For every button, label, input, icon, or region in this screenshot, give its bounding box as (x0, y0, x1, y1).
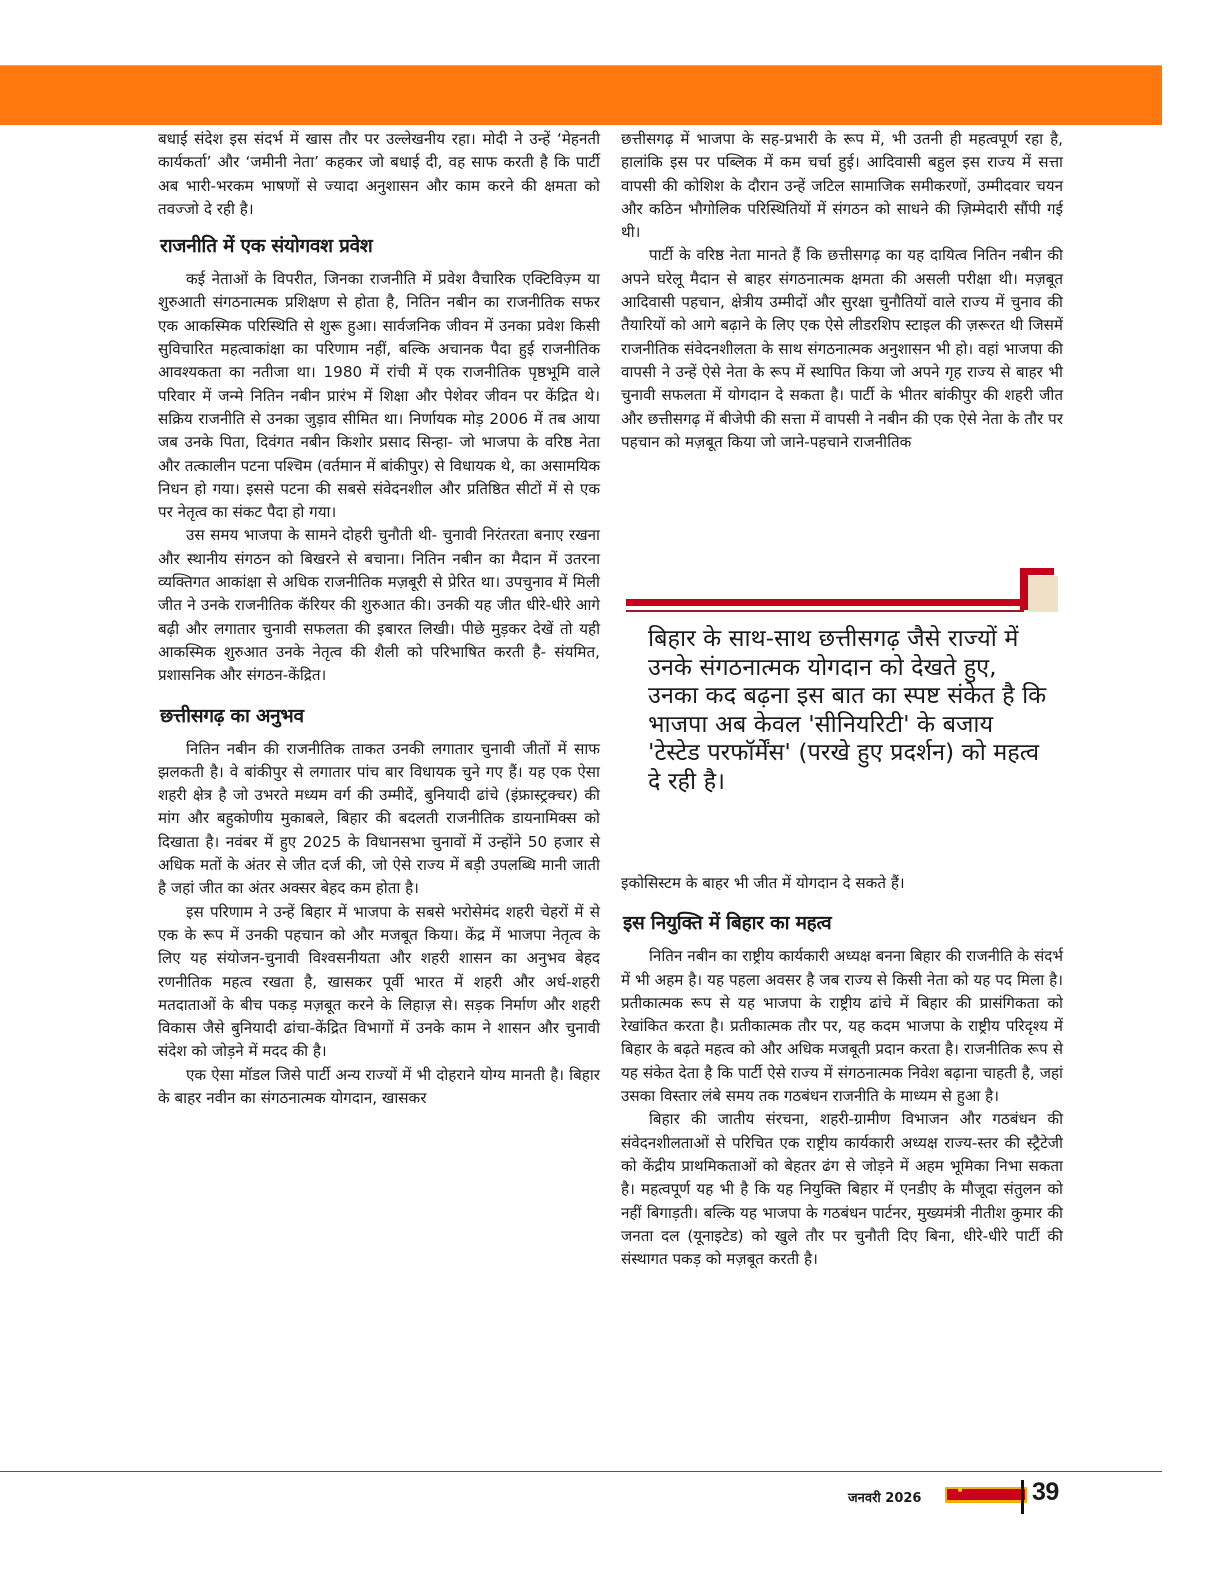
section-heading: छत्तीसगढ़ का अनुभव (160, 704, 304, 727)
paragraph: नितिन नबीन की राजनीतिक ताकत उनकी लगातार चुनावी जीतों में साफ झलकती है। वे बांकीपुर से लगातार पांच बार विधायक चुने गए हैं। यह एक ऐसा शहरी क्षेत्र है जो उभरते मध्यम वर्ग की उम्मीदें, बुनियादी ढांचे (इंफ्रास्ट्रक्चर) की मांग और बहुकोणीय मुकाबले, बिहार की बदलती राजनीतिक डायनामिक्स को दिखाता है। नवंबर में हुए 2025 के विधानसभा चुनावों में उन्होंने 50 हजार से अधिक मतों के अंतर से जीत दर्ज की, जो ऐसे राज्य में बड़ी उपलब्धि मानी जाती है जहां जीत का अंतर अक्सर बेहद कम होता है। (158, 739, 600, 898)
paragraph: इस परिणाम ने उन्हें बिहार में भाजपा के सबसे भरोसेमंद शहरी चेहरों में से एक के रूप में उनकी पहचान को और मजबूत किया। केंद्र में भाजपा नेतृत्व के लिए यह संयोजन-चुनावी विश्वसनीयता और शहरी शासन का अनुभव बेहद रणनीतिक महत्व रखता है, खासकर पूर्वी भारत में शहरी और अर्ध-शहरी मतदाताओं के बीच पकड़ मज़बूत करने के लिहाज़ से। सड़क निर्माण और शहरी विकास जैसे बुनियादी ढांचा-केंद्रित विभागों में उनके काम ने शासन और चुनावी संदेश को जोड़ने में मदद की है। (158, 902, 600, 1061)
page-number: 39 (1032, 1478, 1059, 1506)
paragraph: कई नेताओं के विपरीत, जिनका राजनीति में प्रवेश वैचारिक एक्टिविज़्म या शुरुआती संगठनात्मक प्रशिक्षण से होता है, नितिन नबीन का राजनीतिक सफर एक आकस्मिक परिस्थिति से शुरू हुआ। सार्वजनिक जीवन में उनका प्रवेश किसी सुविचारित महत्वाकांक्षा का परिणाम नहीं, बल्कि अचानक पैदा हुई राजनीतिक आवश्यकता का नतीजा था। 1980 में रांची में एक राजनीतिक पृष्ठभूमि वाले परिवार में जन्मे नितिन नबीन प्रारंभ में शिक्षा और पेशेवर जीवन पर केंद्रित थे। सक्रिय राजनीति से उनका जुड़ाव सीमित था। निर्णायक मोड़ 2006 में तब आया जब उनके पिता, दिवंगत नबीन किशोर प्रसाद सिन्हा- जो भाजपा के वरिष्ठ नेता और तत्कालीन पटना पश्चिम (वर्तमान में बांकीपुर) से विधायक थे, का असामयिक निधन हो गया। इससे पटना की सबसे संवेदनशील और प्रतिष्ठित सीटों में से एक पर नेतृत्व का संकट पैदा हो गया। (158, 270, 600, 522)
section-heading: इस नियुक्ति में बिहार का महत्व (623, 912, 832, 935)
pull-quote-text: बिहार के साथ-साथ छत्तीसगढ़ जैसे राज्यों में उनके संगठनात्मक योगदान को देखते हुए, उनका कद बढ़ना इस बात का स्पष्ट संकेत है कि भाजपा अब केवल 'सीनियरिटी' के बजाय 'टेस्टेड परफॉर्मेंस' (परखे हुए प्रदर्शन) को महत्व दे रही है। (648, 624, 1047, 795)
header-color-band (0, 65, 1162, 125)
paragraph: छत्तीसगढ़ में भाजपा के सह-प्रभारी के रूप में, भी उतनी ही महत्वपूर्ण रहा है, हालांकि इस पर पब्लिक में कम चर्चा हुई। आदिवासी बहुल इस राज्य में सत्ता वापसी की कोशिश के दौरान उन्हें जटिल सामाजिक समीकरणों, उम्मीदवार चयन और कठिन भौगोलिक परिस्थितियों में संगठन को साधने की ज़िम्मेदारी सौंपी गई थी। (621, 130, 1063, 242)
pull-quote-corner-top (1020, 568, 1054, 575)
paragraph: बधाई संदेश इस संदर्भ में खास तौर पर उल्लेखनीय रहा। मोदी ने उन्हें ‘मेहनती कार्यकर्ता’ और ‘जमीनी नेता’ कहकर जो बधाई दी, वह साफ करती है कि पार्टी अब भारी-भरकम भाषणों से ज्यादा अनुशासन और काम करने की क्षमता को तवज्जो दे रही है। (158, 130, 600, 218)
article-column-left (158, 128, 600, 1110)
paragraph: इकोसिस्टम के बाहर भी जीत में योगदान दे सकते हैं। (621, 874, 905, 892)
paragraph: उस समय भाजपा के सामने दोहरी चुनौती थी- चुनावी निरंतरता बनाए रखना और स्थानीय संगठन को बिखरने से बचाना। नितिन नबीन का मैदान में उतरना व्यक्तिगत आकांक्षा से अधिक राजनीतिक मज़बूरी से प्रेरित था। उपचुनाव में मिली जीत ने उनके राजनीतिक कॅरियर की शुरुआत की। उनकी यह जीत धीरे-धीरे आगे बढ़ी और लगातार चुनावी सफलता की इबारत लिखी। पीछे मुड़कर देखें तो यही आकस्मिक शुरुआत उनके नेतृत्व की शैली को परिभाषित करती है- संयमित, प्रशासनिक और संगठन-केंद्रित। (158, 526, 600, 685)
paragraph: पार्टी के वरिष्ठ नेता मानते हैं कि छत्तीसगढ़ का यह दायित्व नितिन नबीन की अपने घरेलू मैदान से बाहर संगठनात्मक क्षमता की असली परीक्षा थी। मज़बूत आदिवासी पहचान, क्षेत्रीय उम्मीदों और सुरक्षा चुनौतियों वाले राज्य में चुनाव की तैयारियों को आगे बढ़ाने के लिए एक ऐसे लीडरशिप स्टाइल की ज़रूरत थी जिसमें राजनीतिक संवेदनशीलता के साथ संगठनात्मक अनुशासन भी हो। वहां भाजपा की वापसी ने उन्हें ऐसे नेता के रूप में स्थापित किया जो अपने गृह राज्य से बाहर भी चुनावी सफलता में योगदान दे सकता है। पार्टी के भीतर बांकीपुर की शहरी जीत और छत्तीसगढ़ में बीजेपी की सत्ता में वापसी ने नबीन की एक ऐसे नेता के तौर पर पहचान को मज़बूत किया जो जाने-पहचाने राजनीतिक (621, 246, 1063, 451)
pull-quote-divider (626, 599, 1024, 606)
issue-date: जनवरी 2026 (848, 1491, 922, 1506)
footer-separator (1021, 1480, 1024, 1514)
paragraph: एक ऐसा मॉडल जिसे पार्टी अन्य राज्यों में भी दोहराने योग्य मानती है। बिहार के बाहर नवीन का संगठनात्मक योगदान, खासकर (158, 1065, 600, 1107)
magazine-logo (945, 1487, 1027, 1503)
article-column-right (621, 128, 1063, 454)
footer-divider (0, 1471, 1162, 1472)
paragraph: बिहार की जातीय संरचना, शहरी-ग्रामीण विभाजन और गठबंधन की संवेदनशीलताओं से परिचित एक राष्ट्रीय कार्यकारी अध्यक्ष राज्य-स्तर की स्ट्रैटेजी को केंद्रीय प्राथमिकताओं को बेहतर ढंग से जोड़ने में अहम भूमिका निभा सकता है। महत्वपूर्ण यह भी है कि यह नियुक्ति बिहार में एनडीए के मौजूदा संतुलन को नहीं बिगाड़ती। बल्कि यह भाजपा के गठबंधन पार्टनर, मुख्यमंत्री नीतीश कुमार की जनता दल (यूनाइटेड) को खुले तौर पर चुनौती दिए बिना, धीरे-धीरे पार्टी की संस्थागत पकड़ को मज़बूत करती है। (621, 1110, 1063, 1269)
pull-quote-divider-thin (626, 610, 1024, 612)
pull-quote-accent-box (1028, 576, 1058, 612)
paragraph: नितिन नबीन का राष्ट्रीय कार्यकारी अध्यक्ष बनना बिहार की राजनीति के संदर्भ में भी अहम है। यह पहला अवसर है जब राज्य से किसी नेता को यह पद मिला है। प्रतीकात्मक रूप से यह भाजपा के राष्ट्रीय ढांचे में बिहार की प्रासंगिकता को रेखांकित करता है। प्रतीकात्मक तौर पर, यह कदम भाजपा के राष्ट्रीय परिदृश्य में बिहार के बढ़ते महत्व को और अधिक मजबूती प्रदान करता है। राजनीतिक रूप से यह संकेत देता है कि पार्टी ऐसे राज्य में संगठनात्मक निवेश बढ़ाना चाहती है, जहां उसका विस्तार लंबे समय तक गठबंधन राजनीति के माध्यम से हुआ है। (621, 947, 1063, 1106)
section-heading: राजनीति में एक संयोगवश प्रवेश (160, 235, 373, 258)
article-column-right-continued (621, 872, 1063, 1271)
magazine-logo-dot (958, 1488, 962, 1492)
pull-quote (624, 566, 1058, 832)
